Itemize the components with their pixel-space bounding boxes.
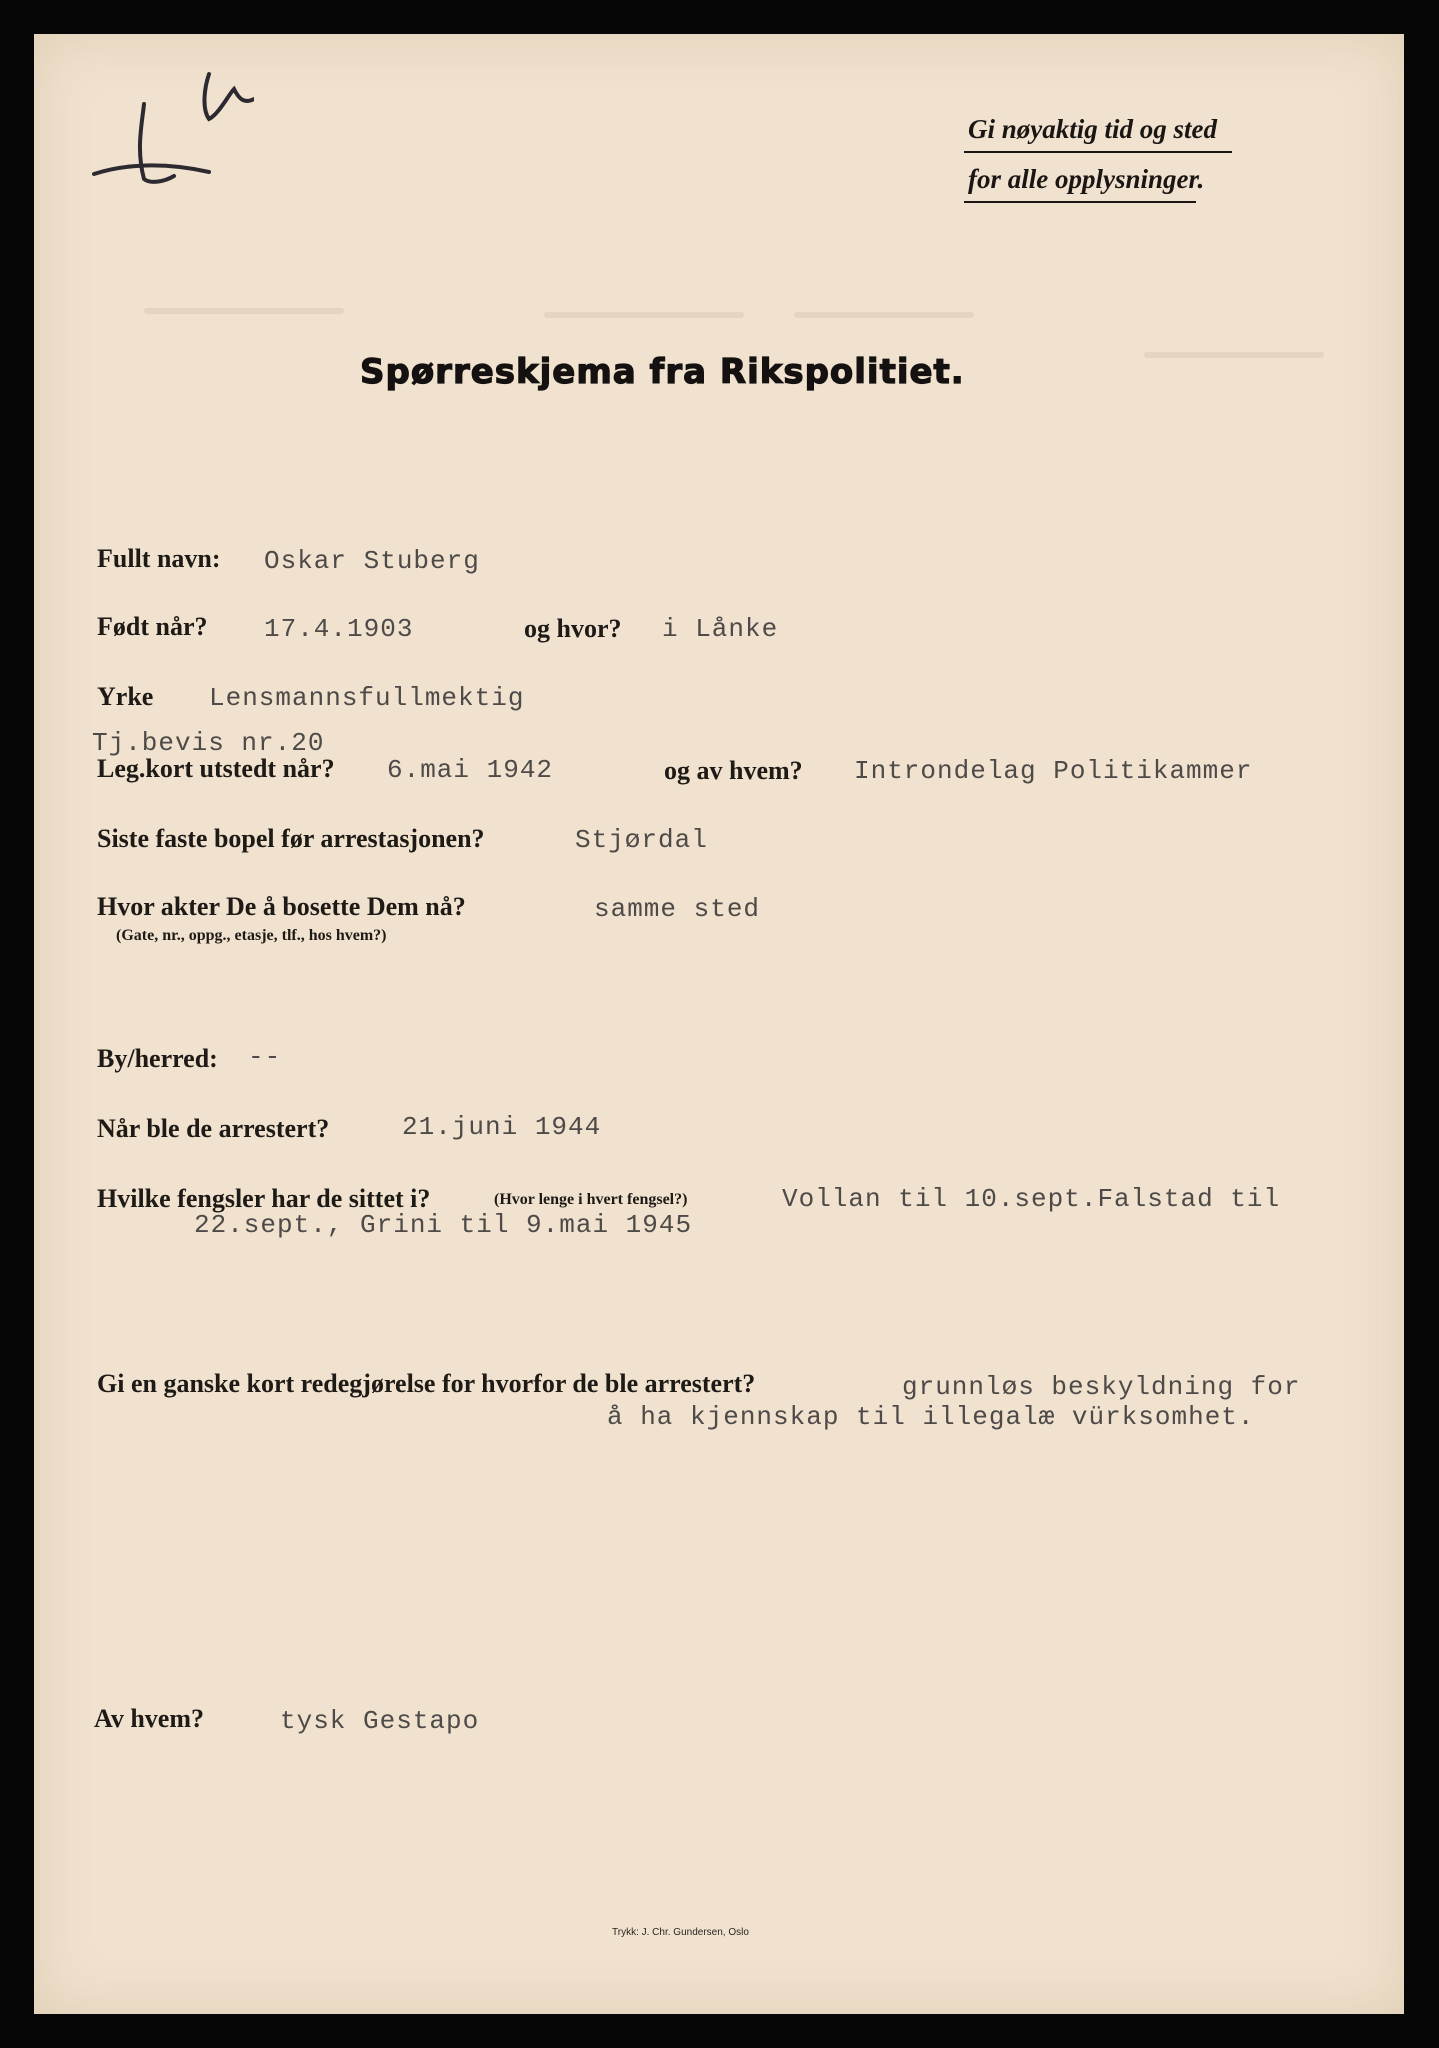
prisons-value-line-1: Vollan til 10.sept.Falstad til [782,1184,1281,1214]
born-when-value: 17.4.1903 [264,614,414,644]
instruction-underline-2 [964,201,1196,203]
full-name-label: Fullt navn: [97,544,221,573]
reason-value-line-2: å ha kjennskap til illegalæ vürksomhet. [607,1402,1255,1432]
handwritten-mark [84,54,254,184]
instruction-underline-1 [964,151,1232,153]
born-where-value: i Lånke [662,614,779,644]
by-whom-label: Av hvem? [94,1704,205,1733]
settle-where-value: samme sted [594,894,761,924]
instruction-line-2: for alle opplysninger. [968,164,1205,194]
issued-by-label: og av hvem? [664,756,803,785]
occupation-label: Yrke [97,682,154,711]
reason-label: Gi en ganske kort redegjørelse for hvorfor de ble arrestert? [97,1369,756,1398]
last-residence-value: Stjørdal [575,825,708,855]
id-card-value: 6.mai 1942 [387,755,554,785]
settle-where-label: Hvor akter De å bosette Dem nå? [97,892,466,921]
form-sheet [34,34,1404,2014]
occupation-value: Lensmannsfullmektig [209,683,525,713]
town-label: By/herred: [97,1044,218,1073]
full-name-value: Oskar Stuberg [264,546,480,576]
arrested-when-value: 21.juni 1944 [402,1112,602,1142]
bleed-through-mark [1144,352,1324,358]
born-when-label: Født når? [97,612,208,641]
by-whom-value: tysk Gestapo [280,1706,480,1736]
town-value: -- [248,1042,282,1072]
arrested-when-label: Når ble de arrestert? [97,1114,330,1143]
settle-where-hint: (Gate, nr., oppg., etasje, tlf., hos hvem?) [116,927,387,944]
born-where-label: og hvor? [524,614,622,643]
printer-imprint: Trykk: J. Chr. Gundersen, Oslo [612,1927,749,1938]
bleed-through-mark [544,312,744,318]
issued-by-value: Introndelag Politikammer [854,756,1253,786]
prisons-label: Hvilke fengsler har de sittet i? [97,1184,431,1213]
id-card-typed-above: Tj.bevis nr.20 [92,728,325,758]
form-title: Spørreskjema fra Rikspolitiet. [360,352,965,392]
last-residence-label: Siste faste bopel før arrestasjonen? [97,824,485,853]
bleed-through-mark [144,308,344,314]
bleed-through-mark [794,312,974,318]
id-card-label: Leg.kort utstedt når? [97,754,335,783]
instruction-line-1: Gi nøyaktig tid og sted [968,114,1217,144]
reason-value-line-1: grunnløs beskyldning for [902,1372,1301,1402]
prisons-value-line-2: 22.sept., Grini til 9.mai 1945 [194,1210,693,1240]
prisons-hint: (Hvor lenge i hvert fengsel?) [494,1191,688,1208]
